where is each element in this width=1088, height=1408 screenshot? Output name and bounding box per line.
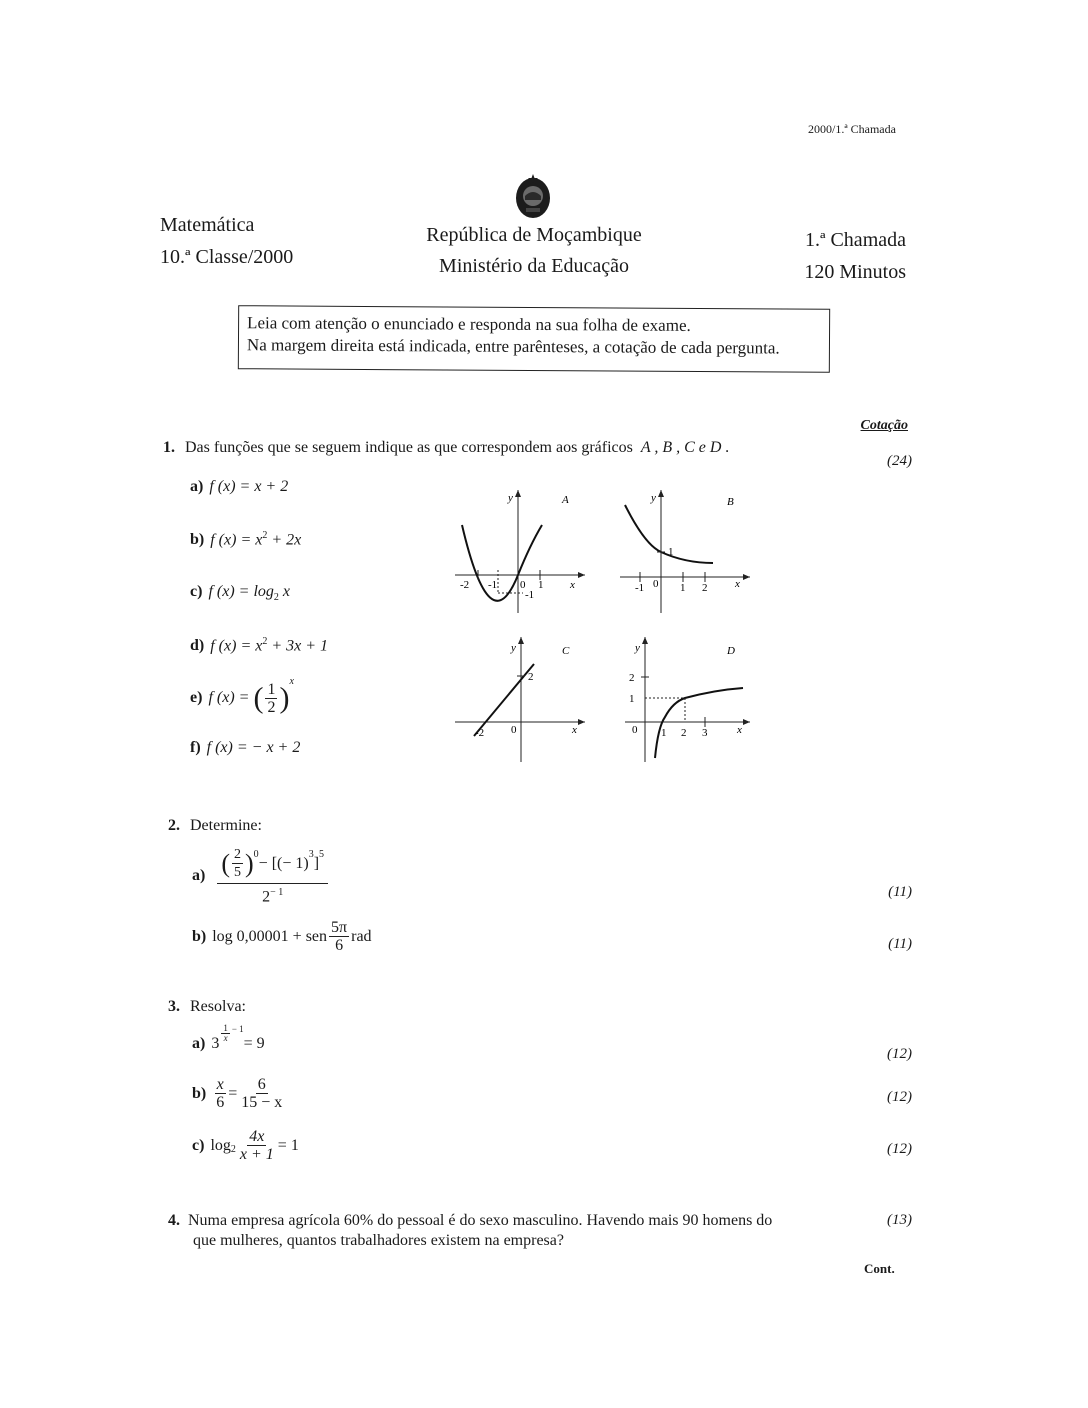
svg-text:y: y [651, 492, 656, 504]
svg-text:3: 3 [702, 727, 708, 739]
tick-label: 0 [520, 579, 526, 591]
svg-text:x: x [570, 579, 575, 591]
tick-label: -1 [488, 579, 498, 591]
question-3a: a) 3 $\frac{1}{x}$ − 1 = 9 [192, 1023, 265, 1052]
option-e: e) f (x) = ( $\frac{1}{2}$ )$^x$ [190, 676, 294, 716]
option-d: d) f $(x) = x^2 + 3x + 1$ [190, 636, 329, 655]
svg-text:-1: -1 [635, 582, 645, 594]
points-q2b: (11) [888, 936, 912, 952]
question-number: 1. [163, 439, 175, 456]
linear-line [474, 664, 534, 736]
points-q3b: (12) [887, 1089, 912, 1105]
option-b: b) f $(x) = x^2 + 2x$ [190, 530, 302, 549]
points-q4: (13) [887, 1212, 912, 1228]
graph-c [450, 632, 590, 764]
option-c: c) f $(x) = \log_2 x$ [190, 583, 290, 604]
svg-text:x: x [735, 578, 740, 590]
instructions-box [238, 305, 830, 373]
question-2b: b) log 0,00001 + sen $\frac{5\pi}{6}$ rad [192, 919, 372, 954]
svg-text:0: 0 [653, 578, 659, 590]
svg-text:2: 2 [702, 582, 708, 594]
graph-title: A [562, 494, 569, 506]
ministry: Ministério da Educação [439, 255, 629, 277]
svg-text:2: 2 [629, 672, 635, 684]
svg-text:x: x [572, 724, 577, 736]
svg-text:1: 1 [668, 546, 674, 558]
svg-text:y: y [635, 642, 640, 654]
graph-references: A , B , C e D . [640, 439, 730, 456]
exam-reference: 2000/1.ª Chamada [808, 122, 896, 136]
logarithmic-curve [655, 688, 743, 758]
question-2a: a) ( $\frac{2}{5}$ ) $^0$ − [(− 1) $^3$ ] $^5$ $2^{- 1}$ [192, 846, 330, 905]
graph-title: B [727, 496, 734, 508]
svg-text:x: x [737, 724, 742, 736]
points-q3a: (12) [887, 1046, 912, 1062]
question-3b: b) $\frac{x}{6}$ = $\frac{6}{15 - x}$ [192, 1076, 283, 1111]
continued-label: Cont. [864, 1261, 895, 1276]
cotacao-heading: Cotação [860, 418, 908, 433]
graph-b [615, 485, 755, 615]
tick-label: 1 [538, 579, 544, 591]
points-q2a: (11) [888, 884, 912, 900]
question-1 [163, 439, 729, 457]
question-3c: c) log $_2$ $\frac{4x}{x + 1}$ = 1 [192, 1128, 299, 1163]
question-4: 4. Numa empresa agrícola 60% do pessoal é do sexo masculino. Havendo mais 90 homens do que mulheres, quantos trabalhadores existem na empresa? [168, 1212, 773, 1249]
svg-text:2: 2 [528, 671, 534, 683]
svg-text:1: 1 [661, 727, 667, 739]
subject: Matemática [160, 214, 255, 236]
svg-text:y: y [508, 492, 513, 504]
graph-title: C [562, 645, 570, 657]
svg-text:0: 0 [511, 724, 517, 736]
graph-d [615, 632, 755, 764]
graph-a [450, 485, 590, 615]
svg-text:0: 0 [632, 724, 638, 736]
instructions-line-2: Na margem direita está indicada, entre parênteses, a cotação de cada pergunta. [246, 335, 780, 358]
svg-text:y: y [511, 642, 516, 654]
instructions-line-1: Leia com atenção o enunciado e responda na sua folha de exame. [247, 313, 691, 335]
svg-text:2: 2 [681, 727, 687, 739]
option-f: f) f (x) = − x + 2 [190, 739, 301, 756]
y-tick-label: -1 [525, 589, 535, 601]
national-emblem-icon [512, 172, 554, 220]
svg-text:1: 1 [629, 693, 635, 705]
tick-label: -2 [460, 579, 470, 591]
points-q3c: (12) [887, 1141, 912, 1157]
exam-duration: 120 Minutos [804, 261, 906, 283]
question-3: 3. Resolva: [168, 998, 246, 1015]
question-2: 2. Determine: [168, 817, 262, 834]
graph-title: D [727, 645, 735, 657]
option-a: a) f (x) = x + 2 [190, 478, 289, 495]
svg-text:1: 1 [680, 582, 686, 594]
country: República de Moçambique [426, 224, 642, 246]
question-text: Das funções que se seguem indique as que correspondem aos gráficos [185, 439, 633, 456]
points-q1: (24) [887, 453, 912, 469]
svg-text:-2: -2 [475, 727, 485, 739]
grade: 10.ª Classe/2000 [160, 246, 294, 268]
exam-call: 1.ª Chamada [804, 229, 906, 251]
